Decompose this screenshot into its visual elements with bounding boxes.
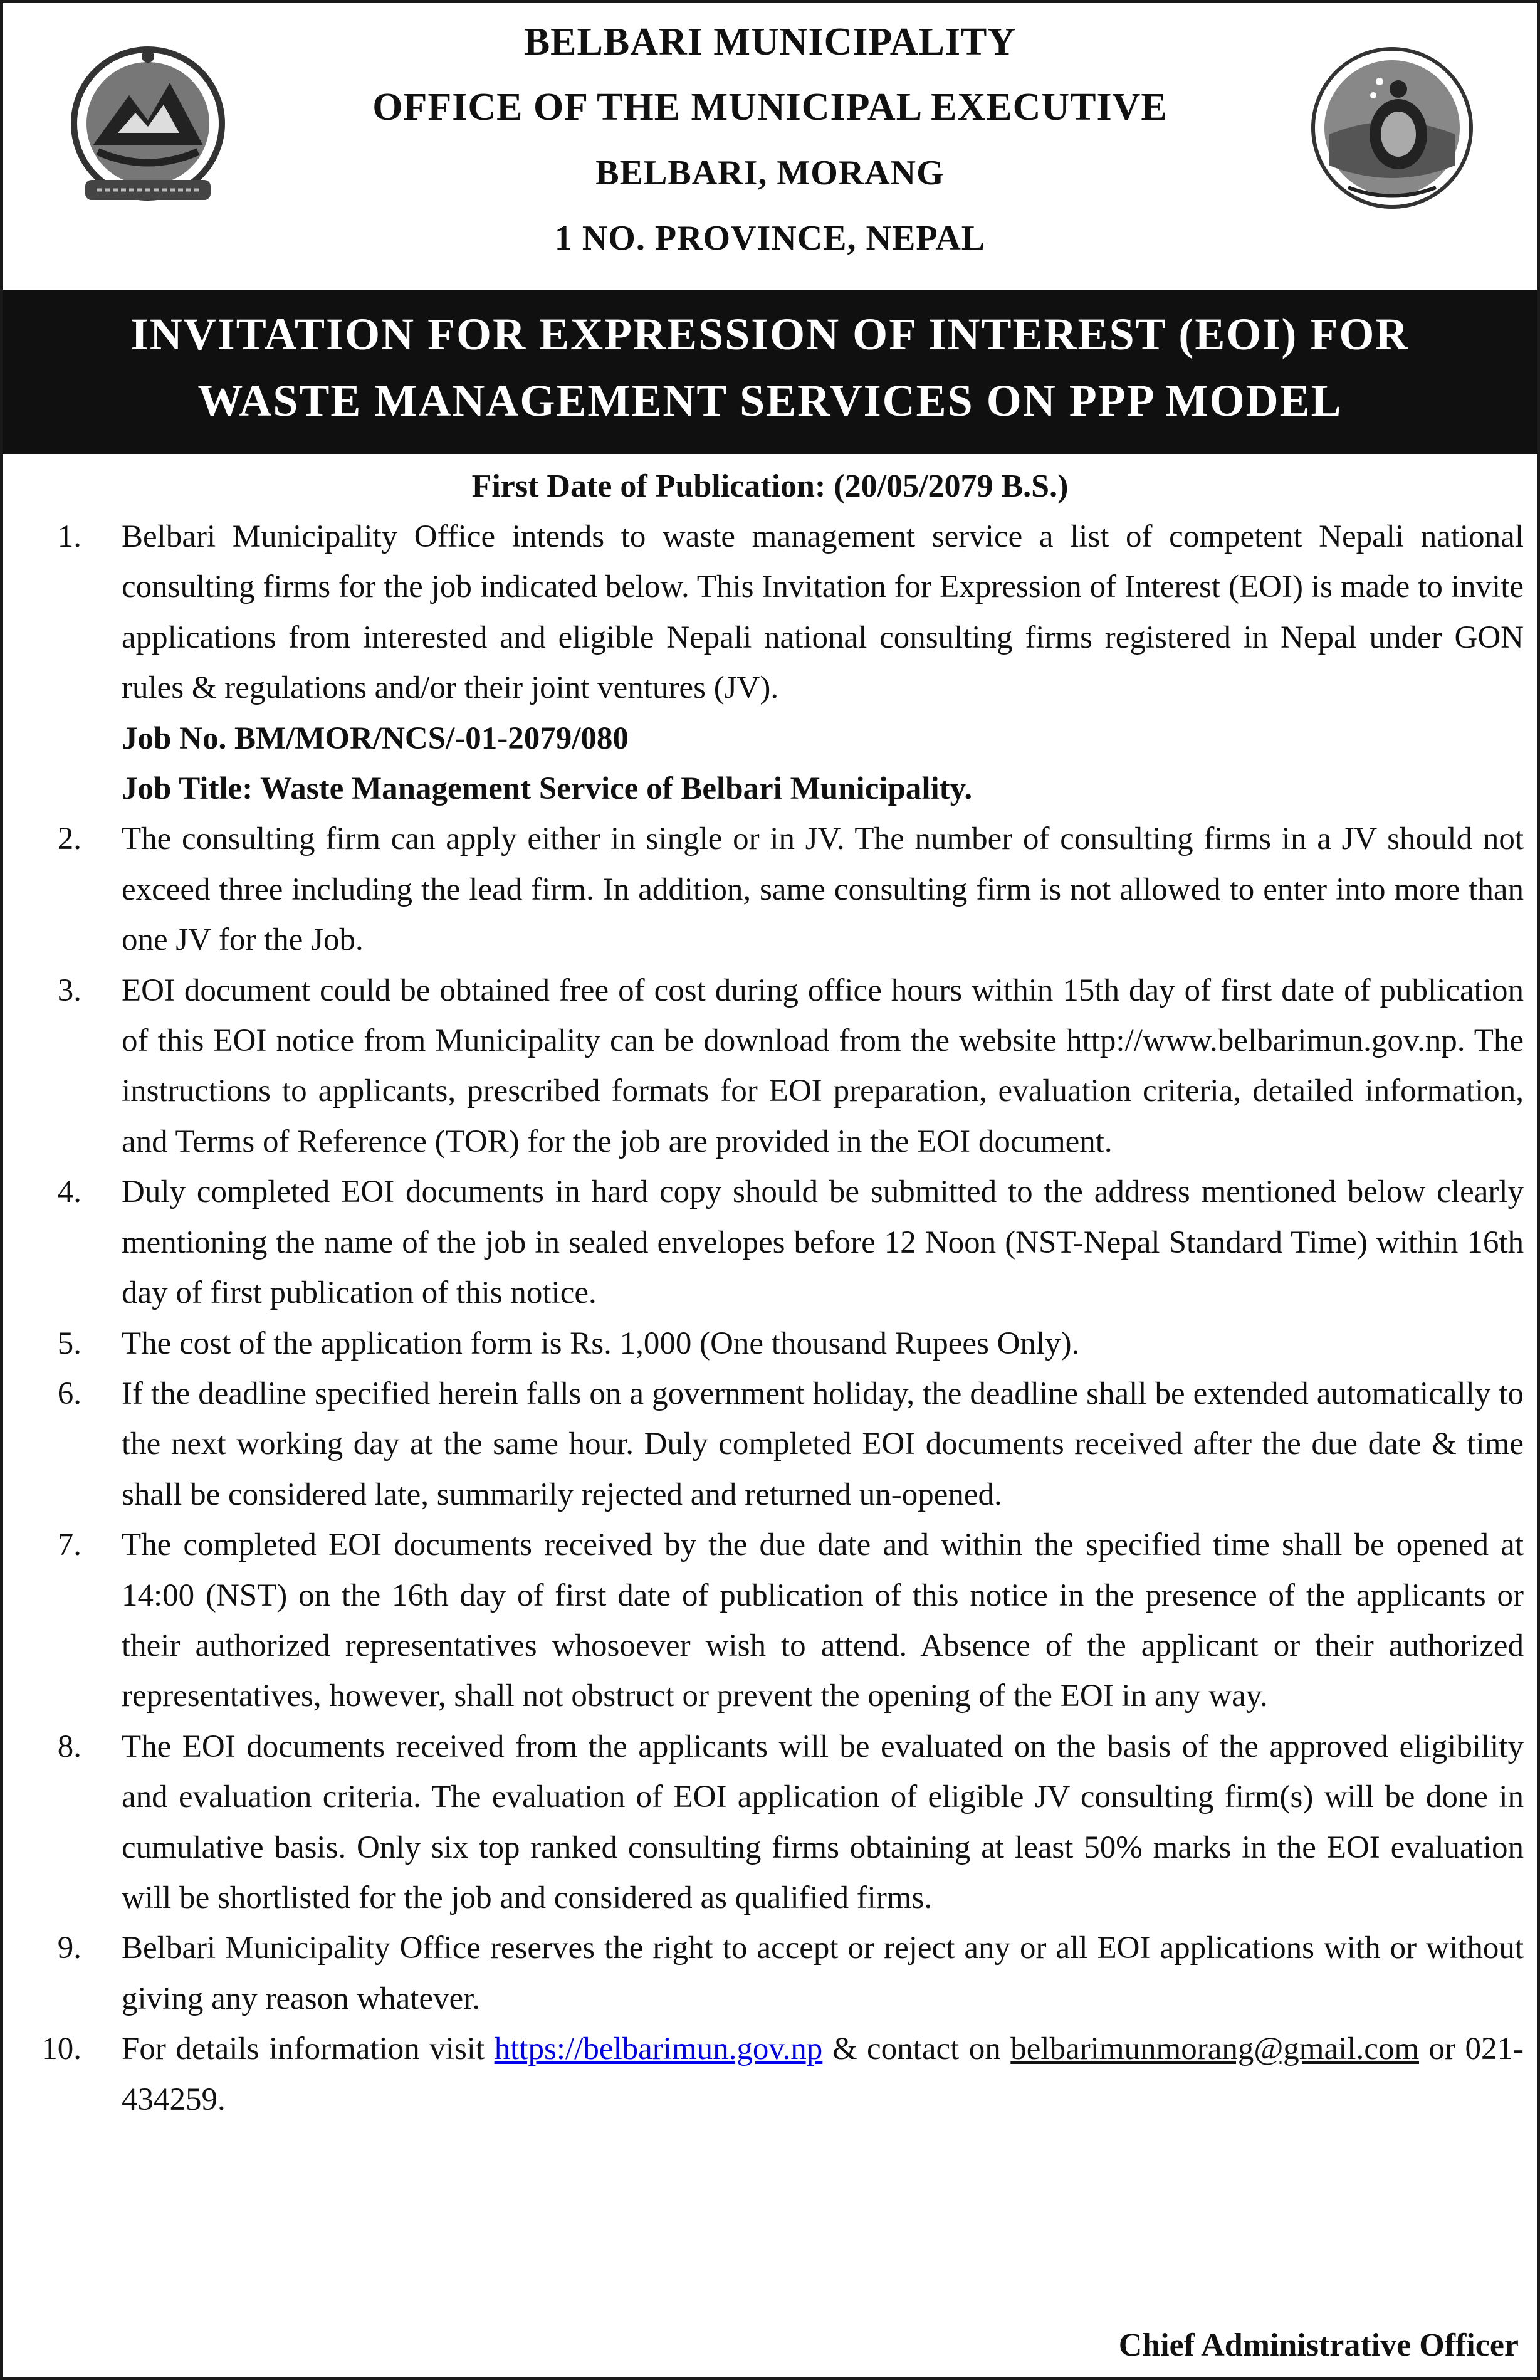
job-title: Job Title: Waste Management Service of Belbari Municipality.: [122, 771, 973, 807]
notice-header: [3, 3, 1537, 290]
item-text: Duly completed EOI documents in hard copy should be submitted to the address mentioned below clearly mentioning the name of the job in sealed envelopes before 12 Noon (NST-Nepal Standard Time) within 16th day of first publication of this notice.: [122, 1174, 1524, 1311]
list-item: [3, 966, 1537, 1167]
notice-items: [3, 512, 1537, 2125]
item-number: 8.: [57, 1729, 81, 1764]
item-number: 3.: [57, 972, 81, 1008]
item-text: Belbari Municipality Office intends to waste management service a list of competent Nepali national consulting firms for the job indicated below. This Invitation for Expression of Interest (EOI) is made to invite applications from interested and eligible Nepali national consulting firms registered in Nepal under GON rules & regulations and/or their joint ventures (JV).: [122, 519, 1524, 706]
signatory-title: Chief Administrative Officer: [1118, 2327, 1519, 2363]
list-item: [3, 1520, 1537, 1722]
contact-text-middle: & contact on: [832, 2031, 1001, 2067]
notice-title-line-1: INVITATION FOR EXPRESSION OF INTEREST (EOI) FOR: [130, 309, 1410, 359]
item-text: The consulting firm can apply either in single or in JV. The number of consulting firms in a JV should not exceed three including the lead firm. In addition, same consulting firm is not allowed to enter into more than one JV for the Job.: [122, 821, 1524, 958]
list-item: [3, 1722, 1537, 1924]
item-number: 10.: [41, 2031, 81, 2067]
item-number: 5.: [57, 1325, 81, 1361]
website-link[interactable]: https://belbarimun.gov.np: [494, 2031, 823, 2067]
item-text: The cost of the application form is Rs. 1,000 (One thousand Rupees Only).: [122, 1325, 1080, 1361]
publication-date: First Date of Publication: (20/05/2079 B.S.): [471, 468, 1069, 504]
contact-text-before: For details information visit: [122, 2031, 485, 2067]
province-name: 1 NO. PROVINCE, NEPAL: [554, 219, 986, 258]
job-number: Job No. BM/MOR/NCS/-01-2079/080: [122, 720, 629, 756]
item-number: 1.: [57, 519, 81, 554]
item-text: If the deadline specified herein falls on a government holiday, the deadline shall be extended automatically to the next working day at the same hour. Duly completed EOI documents received after the due date & time shall be considered late, summarily rejected and returned un-opened.: [122, 1376, 1524, 1512]
office-name: OFFICE OF THE MUNICIPAL EXECUTIVE: [372, 86, 1168, 129]
list-item: [3, 814, 1537, 965]
list-item: [3, 1167, 1537, 1318]
item-number: 7.: [57, 1527, 81, 1563]
list-item: [3, 1369, 1537, 1520]
item-text: The EOI documents received from the applicants will be evaluated on the basis of the approved eligibility and evaluation criteria. The evaluation of EOI application of eligible JV consulting firm(s) will be done in cumulative basis. Only six top ranked consulting firms obtaining at least 50% marks in the EOI evaluation will be shortlisted for the job and considered as qualified firms.: [122, 1729, 1524, 1915]
office-location: BELBARI, MORANG: [595, 154, 945, 192]
municipality-logo-icon: [1304, 40, 1480, 216]
list-item: [3, 512, 1537, 814]
item-text: Belbari Municipality Office reserves the right to accept or reject any or all EOI applications with or without giving any reason whatever.: [122, 1930, 1524, 2016]
contact-text-after: or 021-434259.: [122, 2031, 1524, 2117]
item-number: 9.: [57, 1930, 81, 1966]
item-text: The completed EOI documents received by the due date and within the specified time shall be opened at 14:00 (NST) on the 16th day of first date of publication of this notice in the presence of the applicants or their authorized representatives whosoever wish to attend. Absence of the applicant or their authorized representatives, however, shall not obstruct or prevent the opening of the EOI in any way.: [122, 1527, 1524, 1714]
list-item: [3, 1319, 1537, 1369]
item-text: EOI document could be obtained free of cost during office hours within 15th day of first date of publication of this EOI notice from Municipality can be download from the website http://www.belbarimun.gov.np. The instructions to applicants, prescribed formats for EOI preparation, evaluation criteria, detailed information, and Terms of Reference (TOR) for the job are provided in the EOI document.: [122, 972, 1524, 1159]
title-banner: [3, 290, 1537, 454]
list-item: [3, 1923, 1537, 2024]
item-number: 2.: [57, 821, 81, 857]
municipality-name: BELBARI MUNICIPALITY: [523, 21, 1017, 63]
item-number: 4.: [57, 1174, 81, 1210]
email-link[interactable]: belbarimunmorang@gmail.com: [1010, 2031, 1420, 2067]
list-item: [3, 2024, 1537, 2125]
item-number: 6.: [57, 1376, 81, 1411]
item-text: [122, 2024, 1524, 2125]
notice-title-line-2: WASTE MANAGEMENT SERVICES ON PPP MODEL: [197, 376, 1343, 426]
